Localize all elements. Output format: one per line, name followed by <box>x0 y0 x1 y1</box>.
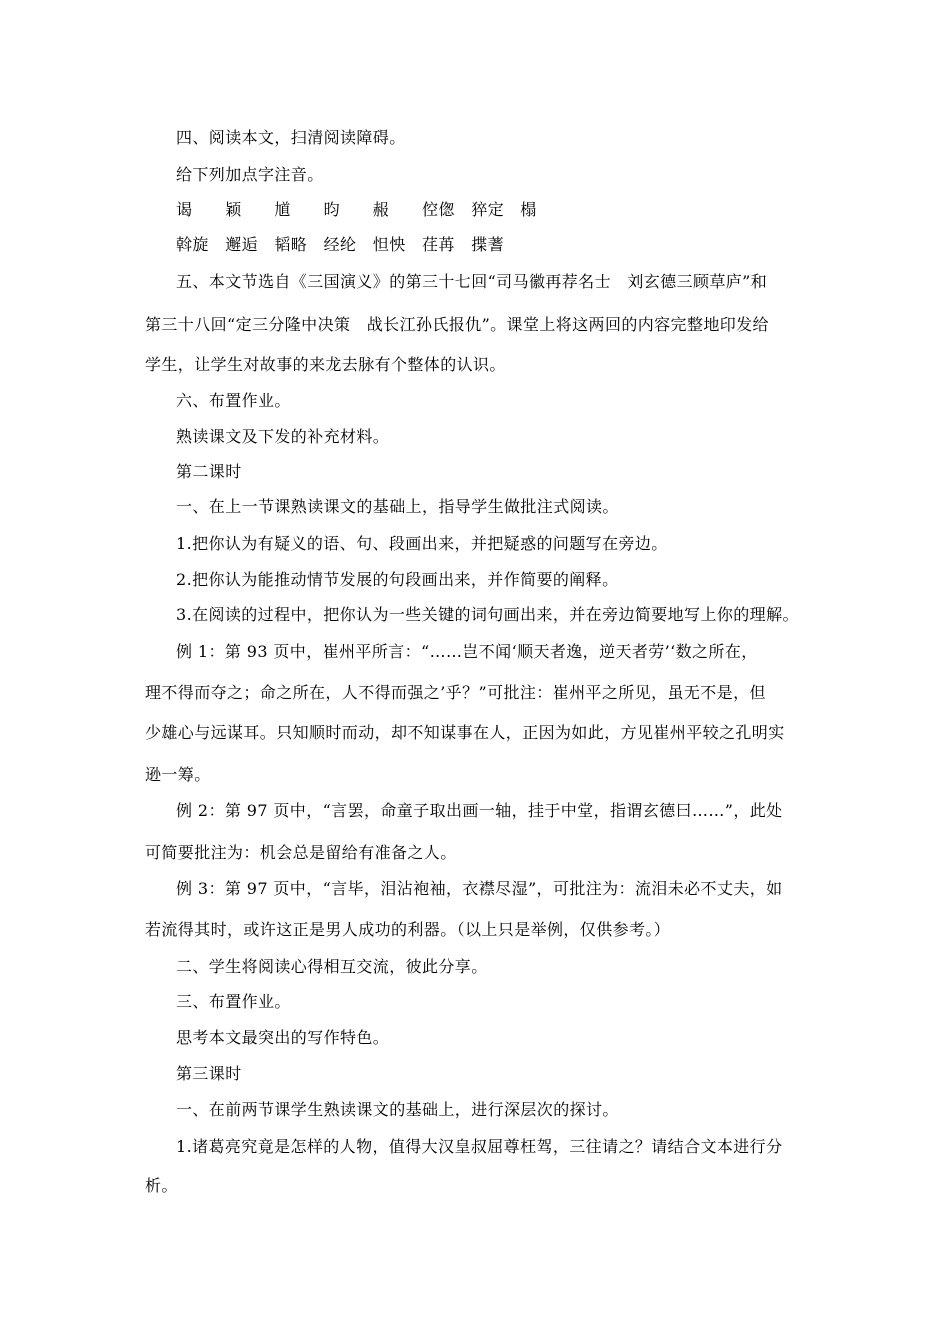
example-three-line: 例 3：第 97 页中，“言毕，泪沾袍袖，衣襟尽湿”，可批注为：流泪未必不丈夫，如 <box>176 879 783 898</box>
section-four-heading: 四、阅读本文，扫清阅读障碍。 <box>176 128 406 147</box>
lesson-two-heading: 第二课时 <box>176 462 242 481</box>
phonetic-word-list-1: 谒 颖 馗 昀 赧 倥偬 猝定 榻 <box>176 200 537 219</box>
example-one-line: 理不得而夺之；命之所在，人不得而强之’乎？”可批注：崔州平之所见，虽无不是，但 <box>145 683 766 702</box>
annotation-item-1: 1.把你认为有疑义的语、句、段画出来，并把疑惑的问题写在旁边。 <box>176 534 668 553</box>
lesson-three-question-line: 析。 <box>145 1176 178 1195</box>
homework-text: 熟读课文及下发的补充材料。 <box>176 427 390 446</box>
lesson-three-question-line: 1.诸葛亮究竟是怎样的人物，值得大汉皇叔屈尊枉驾，三往请之？请结合文本进行分 <box>176 1137 783 1156</box>
lesson-three-heading: 第三课时 <box>176 1064 242 1083</box>
section-six-heading: 六、布置作业。 <box>176 391 291 410</box>
example-three-line: 若流得其时，或许这正是男人成功的利器。（以上只是举例，仅供参考。） <box>145 920 671 939</box>
lesson-two-step-two: 二、学生将阅读心得相互交流，彼此分享。 <box>176 957 488 976</box>
lesson-two-step-one: 一、在上一节课熟读课文的基础上，指导学生做批注式阅读。 <box>176 497 619 516</box>
annotation-item-3: 3.在阅读的过程中，把你认为一些关键的词句画出来，并在旁边简要地写上你的理解。 <box>176 605 799 624</box>
lesson-two-homework-heading: 三、布置作业。 <box>176 992 291 1011</box>
example-two-line: 可简要批注为：机会总是留给有准备之人。 <box>145 843 457 862</box>
example-one-line: 少雄心与远谋耳。只知顺时而动，却不知谋事在人，正因为如此，方见崔州平较之孔明实 <box>145 723 785 742</box>
section-five-paragraph-line: 学生，让学生对故事的来龙去脉有个整体的认识。 <box>145 355 506 374</box>
section-five-paragraph-line: 第三十八回“定三分隆中决策 战长江孙氏报仇”。课堂上将这两回的内容完整地印发给 <box>145 315 769 334</box>
example-two-line: 例 2：第 97 页中，“言罢，命童子取出画一轴，挂于中堂，指谓玄德曰……”，此处 <box>176 801 783 820</box>
example-one-line: 逊一筹。 <box>145 765 211 784</box>
example-one-line: 例 1：第 93 页中，崔州平所言：“……岂不闻‘顺天者逸，逆天者劳’‘数之所在， <box>176 642 758 661</box>
lesson-two-homework-text: 思考本文最突出的写作特色。 <box>176 1028 390 1047</box>
lesson-three-step-one: 一、在前两节课学生熟读课文的基础上，进行深层次的探讨。 <box>176 1100 619 1119</box>
phonetic-instruction: 给下列加点字注音。 <box>176 165 324 184</box>
section-five-paragraph-line: 五、本文节选自《三国演义》的第三十七回“司马徽再荐名士 刘玄德三顾草庐”和 <box>176 272 768 291</box>
phonetic-word-list-2: 斡旋 邂逅 韬略 经纶 怛怏 荏苒 揲蓍 <box>176 235 505 254</box>
annotation-item-2: 2.把你认为能推动情节发展的句段画出来，并作简要的阐释。 <box>176 570 619 589</box>
